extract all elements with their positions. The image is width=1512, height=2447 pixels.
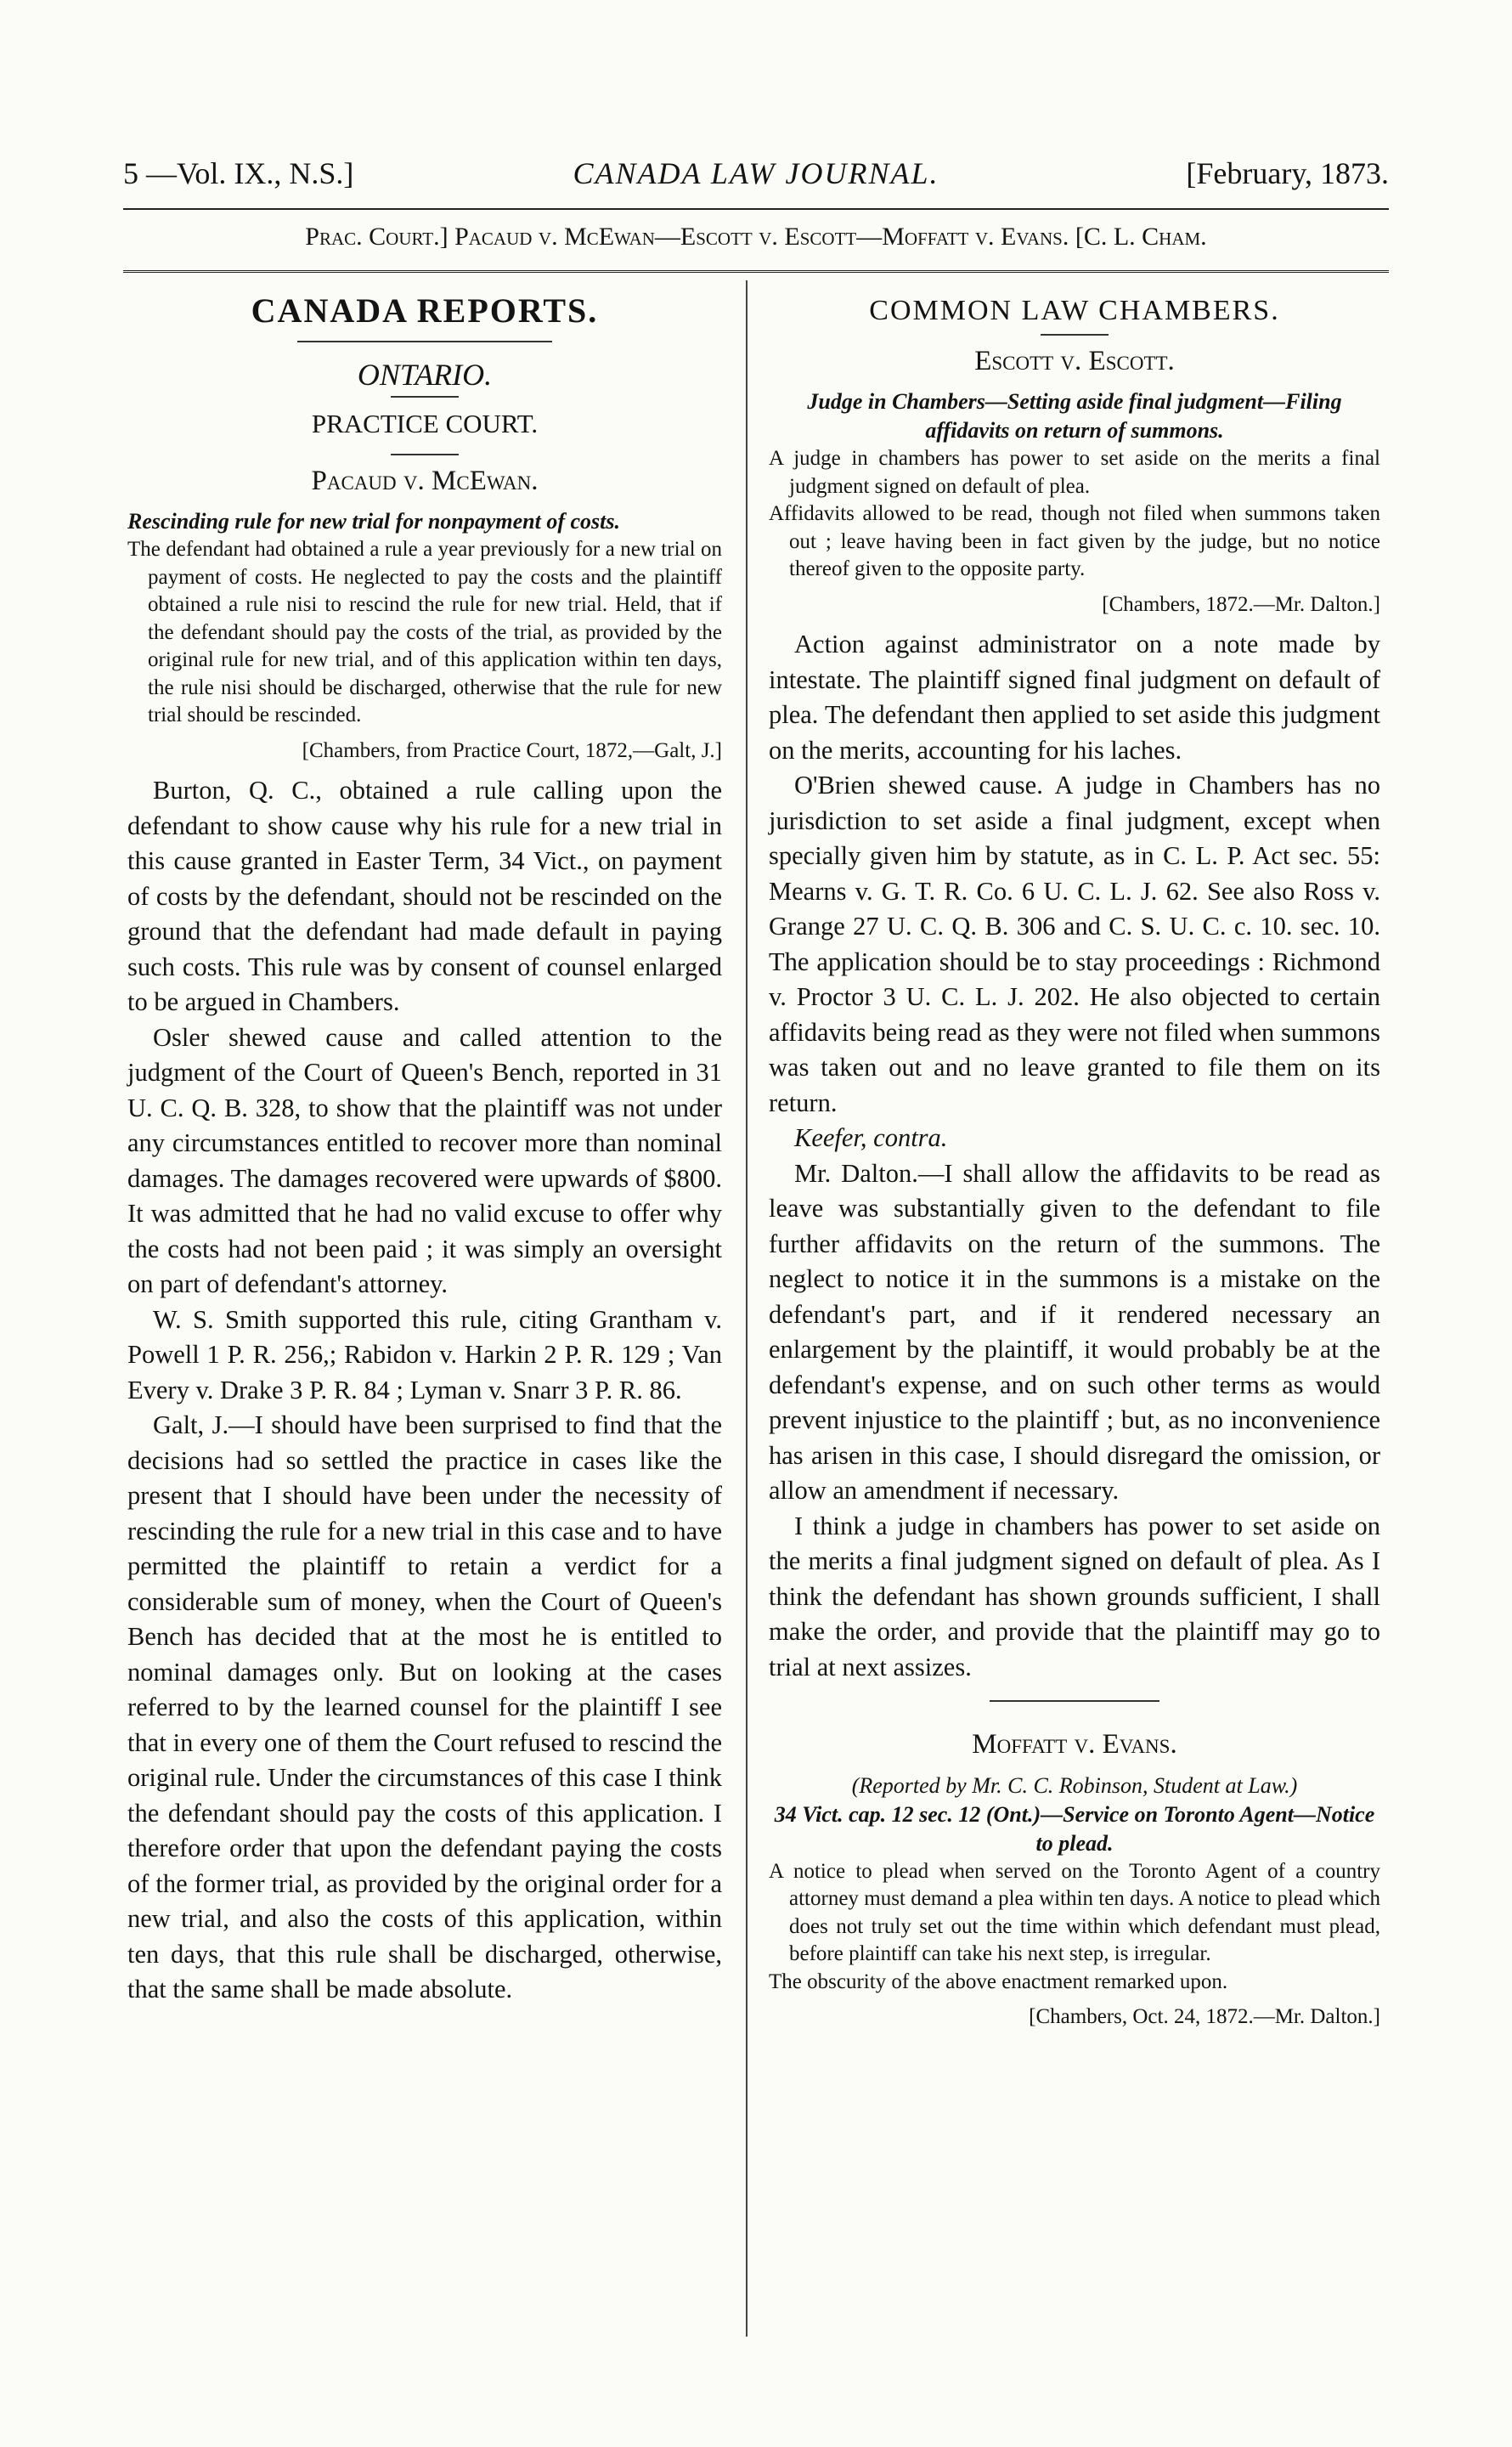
- short-rule: [391, 454, 459, 455]
- paragraph: I think a judge in chambers has power to set aside on the merits a final judgment signed on default of plea. As I think the defendant has shown grounds sufficient, I shall make the order, and provide that the plaintiff may go to trial at next assizes.: [769, 1511, 1380, 1681]
- catchline: 34 Vict. cap. 12 sec. 12 (Ont.)—Service on Toronto Agent—Notice to plead.: [774, 1801, 1375, 1856]
- left-column: [127, 293, 722, 2008]
- volume-label: 5 —Vol. IX., N.S.]: [123, 156, 354, 190]
- case-separator-rule: [990, 1700, 1159, 1702]
- court-heading: PRACTICE COURT.: [311, 409, 539, 438]
- case-citation: [Chambers, Oct. 24, 1872.—Mr. Dalton.]: [1029, 2005, 1380, 2028]
- case-title: Escott v. Escott.: [974, 345, 1175, 376]
- headnote: A judge in chambers has power to set aside on the merits a final judgment signed on default of plea.: [769, 447, 1380, 498]
- issue-date: [February, 1873.: [1186, 156, 1389, 190]
- catchline: Rescinding rule for new trial for nonpayment of costs.: [127, 509, 620, 534]
- headnote: Affidavits allowed to be read, though not filed when summons taken out ; leave having been in fact given by the judge, but no notice thereof given to the opposite party.: [769, 502, 1380, 580]
- section-title: CANADA REPORTS.: [251, 291, 599, 330]
- catchline: Judge in Chambers—Setting aside final judgment—Filing affidavits on return of summons.: [807, 389, 1342, 443]
- short-rule: [1041, 334, 1109, 336]
- case-title: Moffatt v. Evans.: [972, 1729, 1177, 1760]
- running-head: [123, 149, 1389, 200]
- column-divider: [746, 280, 748, 2337]
- paragraph: Osler shewed cause and called attention to the judgment of the Court of Queen's Bench, reported in 31 U. C. Q. B. 328, to show that the plaintiff was not under any circumstances entitled to recover more than nominal damages. The damages recovered were upwards of $800. It was admitted that he had no valid excuse to offer why the costs had not been paid ; it was simply an oversight on part of defendant's attorney.: [127, 1022, 722, 1298]
- section-rule: [297, 341, 552, 342]
- paragraph: O'Brien shewed cause. A judge in Chambers has no jurisdiction to set aside a final judgment, except when specially given him by statute, as in C. L. P. Act sec. 55: Mearns v. G. T. R. Co. 6 U. C. L. J. 62. See also Ross v. Grange 27 U. C. Q. B. 306 and C. S. U. C. c. 10. sec. 10. The application should be to stay proceedings : Richmond v. Proctor 3 U. C. L. J. 202. He also objected to certain affidavits being read as they were not filed when summons was taken out and no leave granted to file them on its return.: [769, 771, 1380, 1117]
- headnote: The defendant had obtained a rule a year previously for a new trial on payment of costs. He neglected to pay the costs and the plaintiff obtained a rule nisi to rescind the rule for new trial. Held, that if the defendant should pay the costs of the trial, as provided by the original rule for new trial, and of this application within ten days, the rule nisi should be discharged, otherwise that the rule for new trial should be rescinded.: [127, 538, 722, 726]
- headnote: The obscurity of the above enactment remarked upon.: [769, 1969, 1228, 1993]
- header-rule: [123, 208, 1389, 210]
- case-title: Pacaud v. McEwan.: [311, 465, 539, 496]
- province-heading: ONTARIO.: [357, 357, 493, 392]
- paragraph: W. S. Smith supported this rule, citing Grantham v. Powell 1 P. R. 256,; Rabidon v. Harkin 2 P. R. 129 ; Van Every v. Drake 3 P. R. 84 ; Lyman v. Snarr 3 P. R. 86.: [127, 1304, 722, 1404]
- paragraph: Action against administrator on a note made by intestate. The plaintiff signed final judgment on default of plea. The defendant then applied to set aside this judgment on the merits, accounting for his laches.: [769, 630, 1380, 765]
- paragraph: Galt, J.—I should have been surprised to find that the decisions had so settled the practice in cases like the present that I should have been under the necessity of rescinding the rule for a new trial in this case and to have permitted the plaintiff to retain a verdict for a considerable sum of money, when the Court of Queen's Bench has decided that at the most he is entitled to nominal damages only. But on looking at the cases referred to by the learned counsel for the plaintiff I see that in every one of them the Court refused to rescind the original rule. Under the circumstances of this case I think the defendant should pay the costs of this application. I therefore order that upon the defendant paying the costs of the former trial, as provided by the original order for a new trial, and also the costs of this application, within ten days, that this rule shall be discharged, otherwise, that the same shall be made absolute.: [127, 1410, 722, 2003]
- journal-title: CANADA LAW JOURNAL.: [573, 156, 939, 190]
- headnote: A notice to plead when served on the Toronto Agent of a country attorney must demand a plea within ten days. A notice to plead which does not truly set out the time within which defendant must plead, before plaintiff can take his next step, is irregular.: [769, 1859, 1380, 1965]
- paragraph: Keefer, contra.: [794, 1123, 948, 1152]
- header-double-rule: [123, 270, 1389, 273]
- paragraph: Burton, Q. C., obtained a rule calling upon the defendant to show cause why his rule for a new trial in this cause granted in Easter Term, 34 Vict., on payment of costs by the defendant, should not be rescinded on the ground that the defendant had made default in paying such costs. This rule was by consent of counsel enlarged to be argued in Chambers.: [127, 776, 722, 1016]
- section-title: COMMON LAW CHAMBERS.: [869, 295, 1280, 326]
- short-rule: [391, 396, 459, 398]
- case-index-line: Prac. Court.] Pacaud v. McEwan—Escott v. Escott—Moffatt v. Evans. [C. L. Cham.: [305, 223, 1207, 251]
- reporter-note: (Reported by Mr. C. C. Robinson, Student at Law.): [851, 1772, 1298, 1798]
- paragraph: Mr. Dalton.—I shall allow the affidavits to be read as leave was substantially given to the defendant to file further affidavits on the return of the summons. The neglect to notice it in the summons is a mistake on the defendant's part, and if it rendered necessary an enlargement by the plaintiff, it would probably be at the defendant's expense, and on such other terms as would prevent injustice to the plaintiff ; but, as no inconvenience has arisen in this case, I should disregard the omission, or allow an amendment if necessary.: [769, 1158, 1380, 1505]
- right-column: [769, 293, 1380, 2040]
- case-citation: [Chambers, from Practice Court, 1872,—Galt, J.]: [302, 738, 722, 762]
- case-citation: [Chambers, 1872.—Mr. Dalton.]: [1102, 592, 1380, 616]
